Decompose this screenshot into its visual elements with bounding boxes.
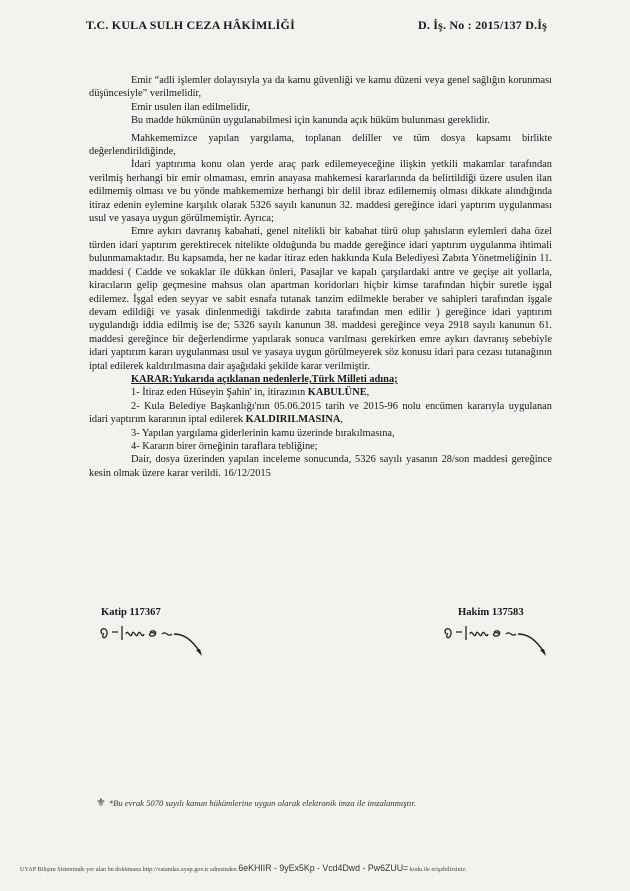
judge-signature-label: Hakim 137583 <box>458 607 524 618</box>
footer-prefix: UYAP Bilişim Sisteminde yer alan bu dokümana http://vatandas.uyap.gov.tr adresinden <box>20 866 237 873</box>
decision-item-3: 3- Yapılan yargılama giderlerinin kamu üzerinde bırakılmasına, <box>131 427 395 439</box>
document-body <box>89 74 552 480</box>
paragraph-2: Emir usulen ilan edilmelidir, <box>131 101 251 113</box>
paragraph-3: Bu madde hükmünün uygulanabilmesi için kanunda açık hüküm bulunması gereklidir. <box>131 115 490 127</box>
item2-end: , <box>340 414 343 426</box>
paragraph-4: Mahkememizce yapılan yargılama, toplanan deliller ve tüm dosya kapsamı birlikte değerlendirildiğinde, <box>89 132 552 158</box>
item1-text: 1- İtiraz eden Hüseyin Şahin' in, itirazının <box>131 387 308 399</box>
paragraph-5: İdari yaptırıma konu olan yerde araç park edilemeyeceğine ilişkin yetkili makamlar tarafından verilmiş herhangi bir emir olmaması, emrin anayasa mahkemesi kararlarında da belirtildiği üzere usulen ilan edilmemiş olması ve bu yönde mahkememize herhangi bir delil ibraz edilememiş olması dikkate alındığında itiraz edenin eylemine karşılık olarak 5326 sayılı kanunun 32. maddesi gereğince idari yaptırım uygulanması usul ve yasaya uygun görülmemiştir. Ayrıca; <box>89 159 552 225</box>
e-signature-footnote <box>96 796 416 809</box>
access-code: 6eKHIIR - 9yEx5Kp - Vcd4Dwd - Pw6ZUU= <box>238 863 409 873</box>
court-name: T.C. KULA SULH CEZA HÂKİMLİĞİ <box>86 18 295 32</box>
item1-bold: KABULÜNE <box>307 387 367 399</box>
paragraph-6: Emre aykırı davranış kabahati, genel nitelikli bir kabahat türü olup şahısların eylemleri daha özel türden idari yaptırım gerektirecek nitelikte olduğunda bu madde gereğince idari yaptırım uygulanma ihtimali bulunmamaktadır. Bu kapsamda, her ne kadar itiraz eden hakkında Kula Belediyesi Zabıta Yönetmeliğinin 11. maddesi ( Cadde ve sokaklar ile dükkan önleri, Pasajlar ve kapalı çarşılardaki antre ve geçişe ait yollarla, kiracıların gelip geçmesine mahsus olan apartman koridorları hiçbir kimse tarafından hiçbir suretle işgal edilemez. İşgal eden seyyar ve sabit esnafa tutanak tanzim edilmekle beraber ve sahipleri tarafından işgale devam edildiği ve yasak dinlenmediği takdirde zabıta tarafından men edilir ) gereğince idari yaptırım uygulandığı iddia edilmiş ise de; 5326 sayılı kanunun 38. maddesi gereğince veya 2918 sayılı kanunun 61. maddesi gereğince bir değerlendirme yapılarak sonuca varılması gerekirken emre aykırı davranış sebebiyle idari yaptırım kararı uygulanması usul ve yasaya uygun görülmeyerek söz konusu idari para cezası tutanağının iptal edilerek kaldırılmasına dair aşağıdaki şekilde karar verilmiştir. <box>89 226 552 372</box>
decision-closing: Dair, dosya üzerinden yapılan inceleme sonucunda, 5326 sayılı yasanın 28/son maddesi gereğince kesin olmak üzere karar verildi. 16/12/2015 <box>89 454 552 479</box>
uyap-footer <box>20 863 467 873</box>
decision-item-4: 4- Kararın birer örneğinin taraflara tebliğine; <box>131 440 318 452</box>
footer-suffix: kodu ile erişebilirsiniz. <box>409 866 467 873</box>
clerk-e-signature-icon <box>96 620 211 660</box>
seal-icon: ⚜ <box>96 797 106 809</box>
item2-bold: KALDIRILMASINA <box>245 414 341 426</box>
clerk-signature-label: Katip 117367 <box>101 607 161 618</box>
item1-end: , <box>366 387 370 399</box>
footnote-text: *Bu evrak 5070 sayılı kanun hükümlerine uygun olarak elektronik imza ile imzalanmıştır. <box>108 798 416 808</box>
decision-item-2 <box>89 400 552 427</box>
decision-heading-text: KARAR:Yukarıda açıklanan nedenlerle,Türk Milleti adına; <box>131 373 398 385</box>
file-number: D. İş. No : 2015/137 D.İş <box>418 18 548 32</box>
paragraph-1: Emir “adli işlemler dolayısıyla ya da kamu güvenliği ve kamu düzeni veya genel sağlığın korunması düşüncesiyle” verilmelidir, <box>89 75 552 100</box>
judge-e-signature-icon <box>440 620 555 660</box>
decision-item-1 <box>89 386 552 399</box>
item2-text: 2- Kula Belediye Başkanlığı'nın 05.06.2015 tarih ve 2015-96 nolu encümen kararıyla uygulanan idari yaptırım kararının iptal edilerek <box>89 400 552 426</box>
decision-heading <box>89 373 552 386</box>
